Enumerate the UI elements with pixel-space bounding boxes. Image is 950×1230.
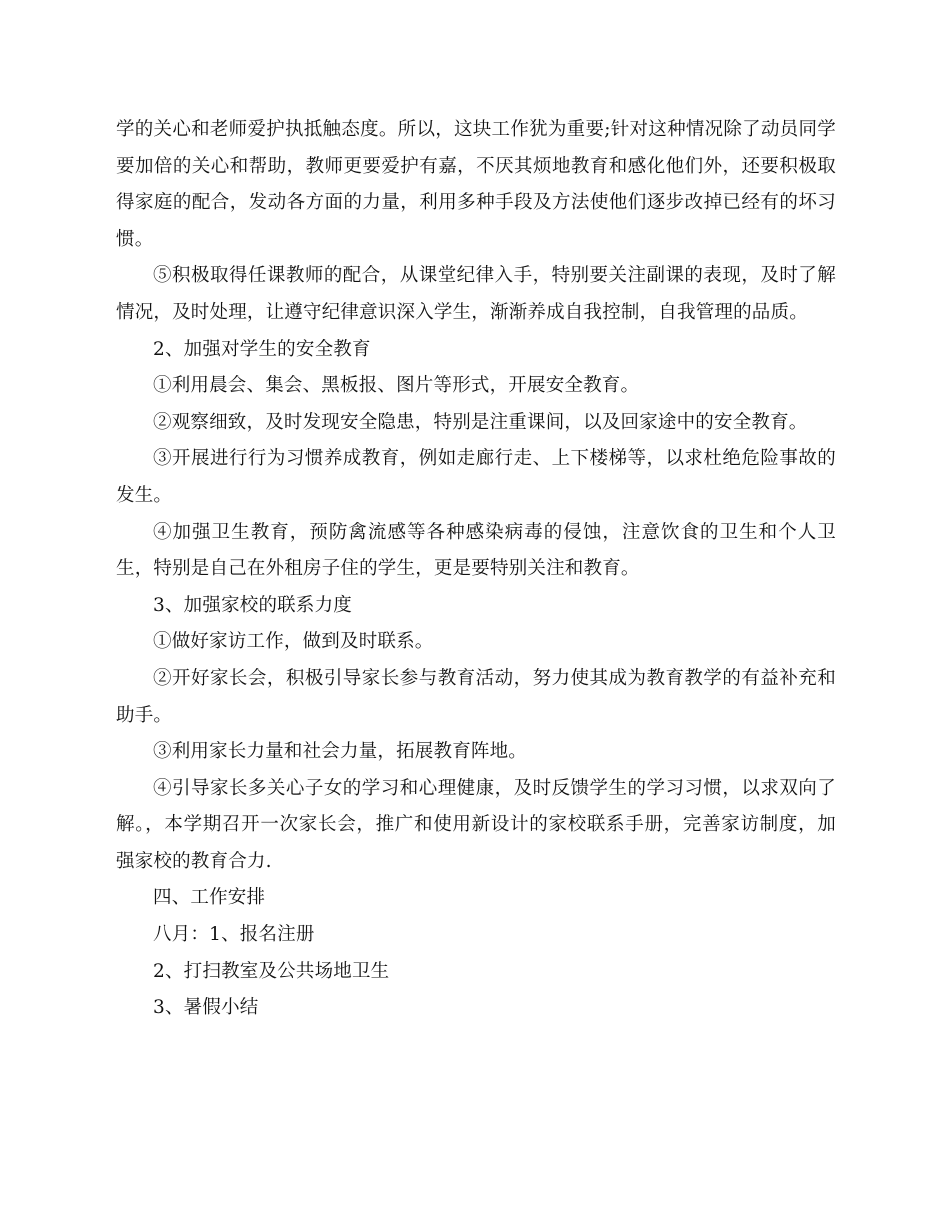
paragraph: ④引导家长多关心子女的学习和心理健康，及时反馈学生的学习习惯，以求双向了解。，本学期召开一次家长会，推广和使用新设计的家校联系手册，完善家访制度，加强家校的教育合力.	[116, 777, 836, 872]
schedule-item: 3、暑假小结	[153, 997, 259, 1019]
paragraph: ⑤积极取得任课教师的配合，从课堂纪律入手，特别要关注副课的表现，及时了解情况，及时处理，让遵守纪律意识深入学生，渐渐养成自我控制，自我管理的品质。	[116, 265, 836, 323]
document-body	[116, 112, 836, 1027]
section-heading: 四、工作安排	[153, 887, 266, 909]
paragraph: ②开好家长会，积极引导家长参与教育活动，努力使其成为教育教学的有益补充和助手。	[116, 667, 836, 726]
schedule-item: 2、打扫教室及公共场地卫生	[153, 960, 390, 982]
section-heading: 3、加强家校的联系力度	[153, 594, 352, 616]
paragraph: ③开展进行行为习惯养成教育，例如走廊行走、上下楼梯等，以求杜绝危险事故的发生。	[116, 448, 836, 506]
paragraph: ②观察细致，及时发现安全隐患，特别是注重课间，以及回家途中的安全教育。	[153, 411, 808, 433]
paragraph: 学的关心和老师爱护执抵触态度。所以，这块工作犹为重要;针对这种情况除了动员同学要加倍的关心和帮助，教师更要爱护有嘉，不厌其烦地教育和感化他们外，还要积极取得家庭的配合，发动各方面的力量，利用多种手段及方法使他们逐步改掉已经有的坏习惯。	[116, 119, 836, 250]
paragraph: ①利用晨会、集会、黑板报、图片等形式，开展安全教育。	[153, 375, 640, 397]
paragraph: ④加强卫生教育，预防禽流感等各种感染病毒的侵蚀，注意饮食的卫生和个人卫生，特别是自己在外租房子住的学生，更是要特别关注和教育。	[116, 521, 836, 580]
paragraph: ①做好家访工作，做到及时联系。	[153, 631, 434, 653]
schedule-item: 八月：1、报名注册	[153, 924, 315, 946]
paragraph: ③利用家长力量和社会力量，拓展教育阵地。	[153, 741, 528, 763]
section-heading: 2、加强对学生的安全教育	[153, 338, 371, 360]
